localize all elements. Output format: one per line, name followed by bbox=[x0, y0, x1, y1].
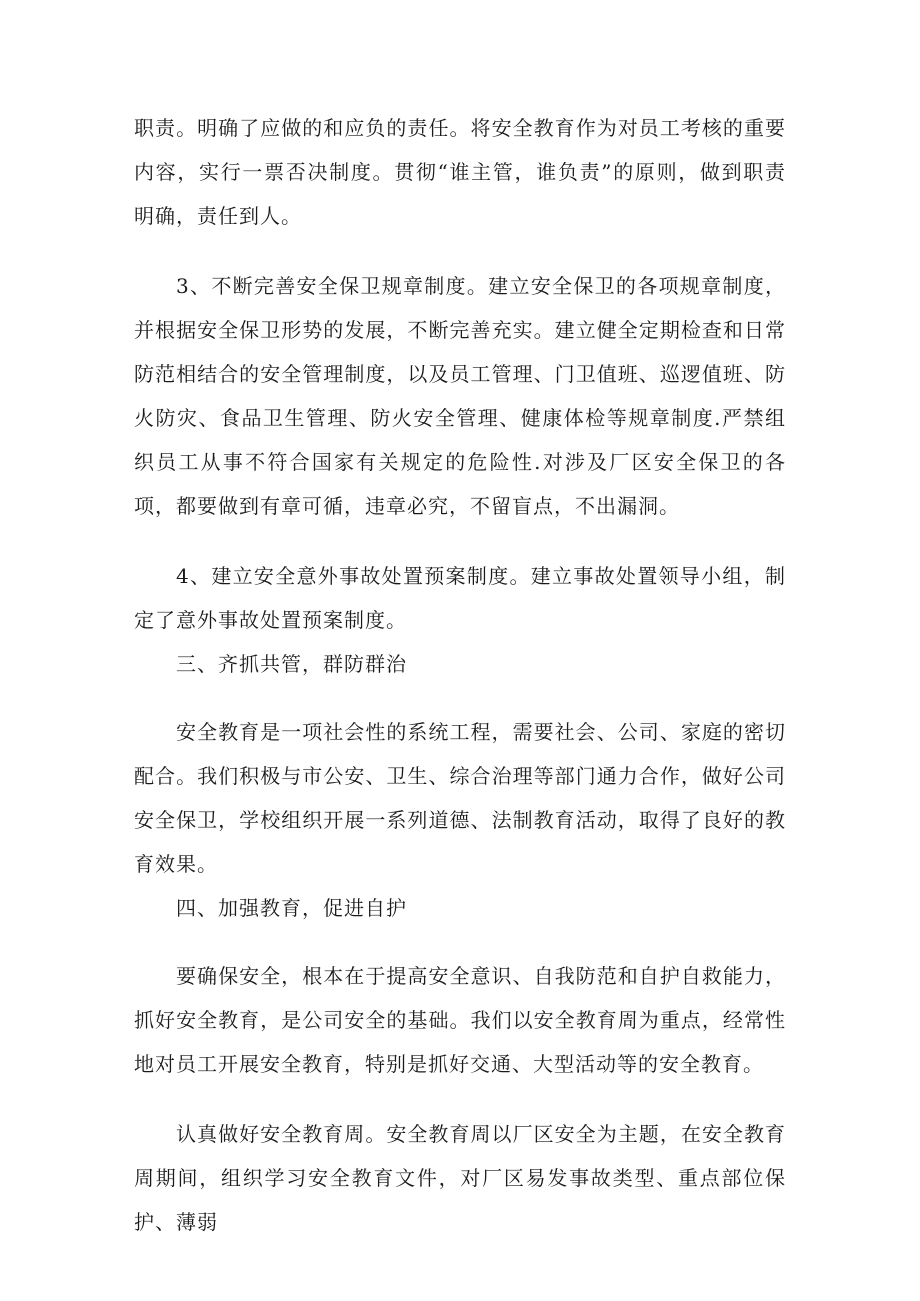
section-heading-4: 四、加强教育，促进自护 bbox=[176, 896, 407, 920]
paragraph-responsibility: 职责。明确了应做的和应负的责任。将安全教育作为对员工考核的重要内容，实行一票否决制度。贯彻“谁主管，谁负责”的原则，做到职责明确，责任到人。 bbox=[134, 116, 786, 228]
paragraph-education-week: 认真做好安全教育周。安全教育周以厂区安全为主题，在安全教育周期间，组织学习安全教育文件，对厂区易发事故类型、重点部位保护、薄弱 bbox=[134, 1122, 786, 1234]
paragraph-safety-education: 要确保安全，根本在于提高安全意识、自我防范和自护自救能力，抓好安全教育，是公司安全的基础。我们以安全教育周为重点，经常性地对员工开展安全教育，特别是抓好交通、大型活动等的安全教育。 bbox=[134, 964, 786, 1076]
document-page bbox=[134, 106, 786, 1244]
paragraph-cooperation: 安全教育是一项社会性的系统工程，需要社会、公司、家庭的密切配合。我们积极与市公安、卫生、综合治理等部门通力合作，做好公司安全保卫，学校组织开展一系列道德、法制教育活动，取得了良好的教育效果。 bbox=[134, 720, 786, 876]
paragraph-accident-plan: 4、建立安全意外事故处置预案制度。建立事故处置领导小组，制定了意外事故处置预案制度。 bbox=[134, 564, 786, 632]
paragraph-security-rules: 3、不断完善安全保卫规章制度。建立安全保卫的各项规章制度，并根据安全保卫形势的发展，不断完善充实。建立健全定期检查和日常防范相结合的安全管理制度，以及员工管理、门卫值班、巡逻值班、防火防灾、食品卫生管理、防火安全管理、健康体检等规章制度.严禁组织员工从事不符合国家有关规定的危险性.对涉及厂区安全保卫的各项，都要做到有章可循，违章必究，不留盲点，不出漏洞。 bbox=[134, 274, 786, 518]
section-heading-3: 三、齐抓共管，群防群治 bbox=[176, 652, 407, 676]
